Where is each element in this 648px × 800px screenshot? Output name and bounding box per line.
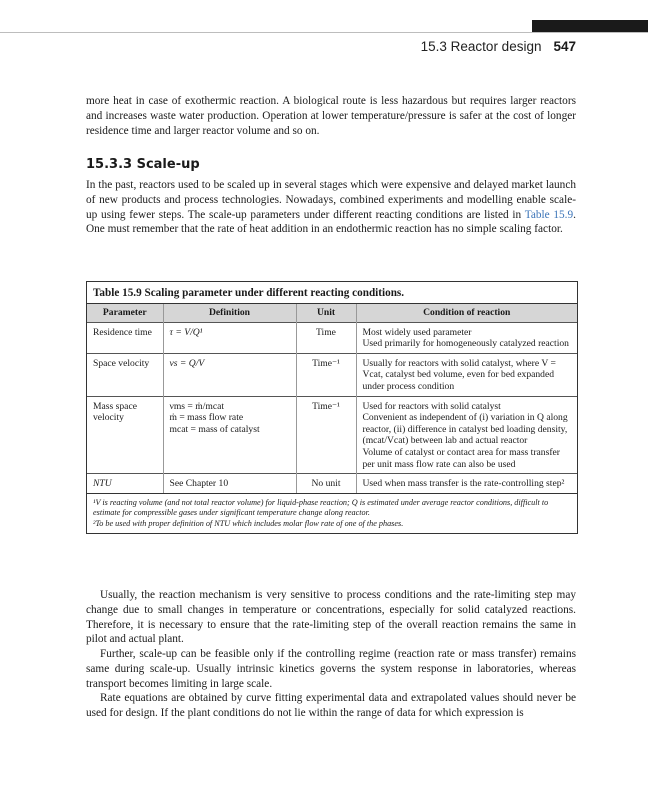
section-heading: 15.3.3 Scale-up — [86, 157, 200, 172]
table-link[interactable]: Table 15.9 — [524, 208, 574, 221]
table-row — [87, 353, 577, 396]
intro-paragraph: more heat in case of exothermic reaction. A biological route is less hazardous but requires larger reactors and increases waste water production. Operation at lower temperature/pressure is safer at the cost of longer residence time and larger reactor volume and so on. — [86, 95, 576, 137]
paragraph-text: . One must remember that the rate of heat addition in an endothermic reaction has no simple scaling factor. — [86, 208, 576, 236]
footnote-2: ²To be used with proper definition of NTU which includes molar flow rate of one of the phases. — [93, 518, 404, 528]
section-paragraph — [86, 178, 576, 237]
cell-unit: Time⁻¹ — [296, 396, 356, 474]
cell-parameter: Space velocity — [87, 353, 163, 396]
cell-unit: Time⁻¹ — [296, 353, 356, 396]
cell-parameter: Mass space velocity — [87, 396, 163, 474]
col-header-condition: Condition of reaction — [356, 304, 577, 322]
body-paragraph-2: Further, scale-up can be feasible only if the controlling regime (reaction rate or mass transfer) remains same during scale-up. Usually intrinsic kinetics governs the system response in laboratories, whereas transport becomes limiting in large scale. — [86, 648, 576, 690]
table-footnotes — [87, 493, 577, 533]
col-header-unit: Unit — [296, 304, 356, 322]
condition-line: Convenient as independent of (i) variation in Q along reactor, (ii) difference in catalyst bed loading density, (mcat/Vcat) between lab and actual reactor — [362, 412, 568, 447]
page-number: 547 — [553, 39, 576, 54]
table-row — [87, 474, 577, 493]
cell-definition: See Chapter 10 — [163, 474, 296, 493]
condition-line: Usually for reactors with solid catalyst, where V = Vcat, catalyst bed volume, even for bed expanded under process condition — [362, 357, 556, 392]
definition-line: ṁ = mass flow rate — [169, 412, 244, 424]
definition-line: νms = ṁ/mcat — [169, 400, 225, 412]
cell-unit: Time — [296, 322, 356, 353]
condition-line: Most widely used parameter — [362, 326, 472, 338]
cell-condition — [356, 396, 577, 474]
scaling-table — [86, 281, 578, 534]
running-header — [421, 39, 576, 54]
condition-line: Volume of catalyst or contact area for mass transfer per unit mass flow rate can also be used — [362, 446, 560, 470]
cell-parameter: Residence time — [87, 322, 163, 353]
table-header-row — [87, 304, 577, 322]
cell-condition — [356, 353, 577, 396]
condition-line: Used for reactors with solid catalyst — [362, 400, 501, 412]
cell-unit: No unit — [296, 474, 356, 493]
parameter-text: NTU — [93, 478, 112, 490]
table-caption: Table 15.9 Scaling parameter under different reacting conditions. — [87, 282, 577, 304]
cell-definition — [163, 396, 296, 474]
cell-condition — [356, 322, 577, 353]
cell-definition — [163, 353, 296, 396]
definition-formula: νs = Q/V — [169, 357, 205, 369]
condition-line: Used when mass transfer is the rate-controlling step² — [362, 478, 565, 490]
table-row — [87, 396, 577, 474]
col-header-definition: Definition — [163, 304, 296, 322]
paragraph-text: In the past, reactors used to be scaled up in several stages which were expensive and delayed market launch of new products and process technologies. Nowadays, combined experiments and modelling enable scale-up using fewer steps. The scale-up parameters under different reacting conditions are listed in — [86, 179, 576, 221]
header-bar — [532, 20, 648, 32]
table-row — [87, 322, 577, 353]
body-paragraph-3: Rate equations are obtained by curve fitting experimental data and extrapolated values should never be used for design. If the plant conditions do not lie within the range of data for which expression is — [86, 692, 576, 719]
cell-definition — [163, 322, 296, 353]
cell-condition — [356, 474, 577, 493]
section-running-title: 15.3 Reactor design — [420, 39, 542, 54]
header-rule — [0, 32, 648, 33]
definition-line: mcat = mass of catalyst — [169, 423, 260, 435]
body-paragraph-1: Usually, the reaction mechanism is very sensitive to process conditions and the rate-limiting step may change due to small changes in temperature or concentrations, especially for solid catalyzed reactions. Therefore, it is necessary to ensure that the rate-limiting step of the overall reaction remains the same in pilot and actual plant. — [86, 589, 576, 646]
cell-parameter — [87, 474, 163, 493]
table-grid — [87, 304, 577, 493]
definition-formula: τ = V/Q¹ — [169, 326, 203, 338]
footnote-1: ¹V is reacting volume (and not total reactor volume) for liquid-phase reaction; Q is estimated under average reactor conditions, difficult to estimate for compressible gases under significant temperature change along reactor. — [93, 497, 549, 518]
col-header-parameter: Parameter — [87, 304, 163, 322]
condition-line: Used primarily for homogeneously catalyzed reaction — [362, 338, 569, 350]
